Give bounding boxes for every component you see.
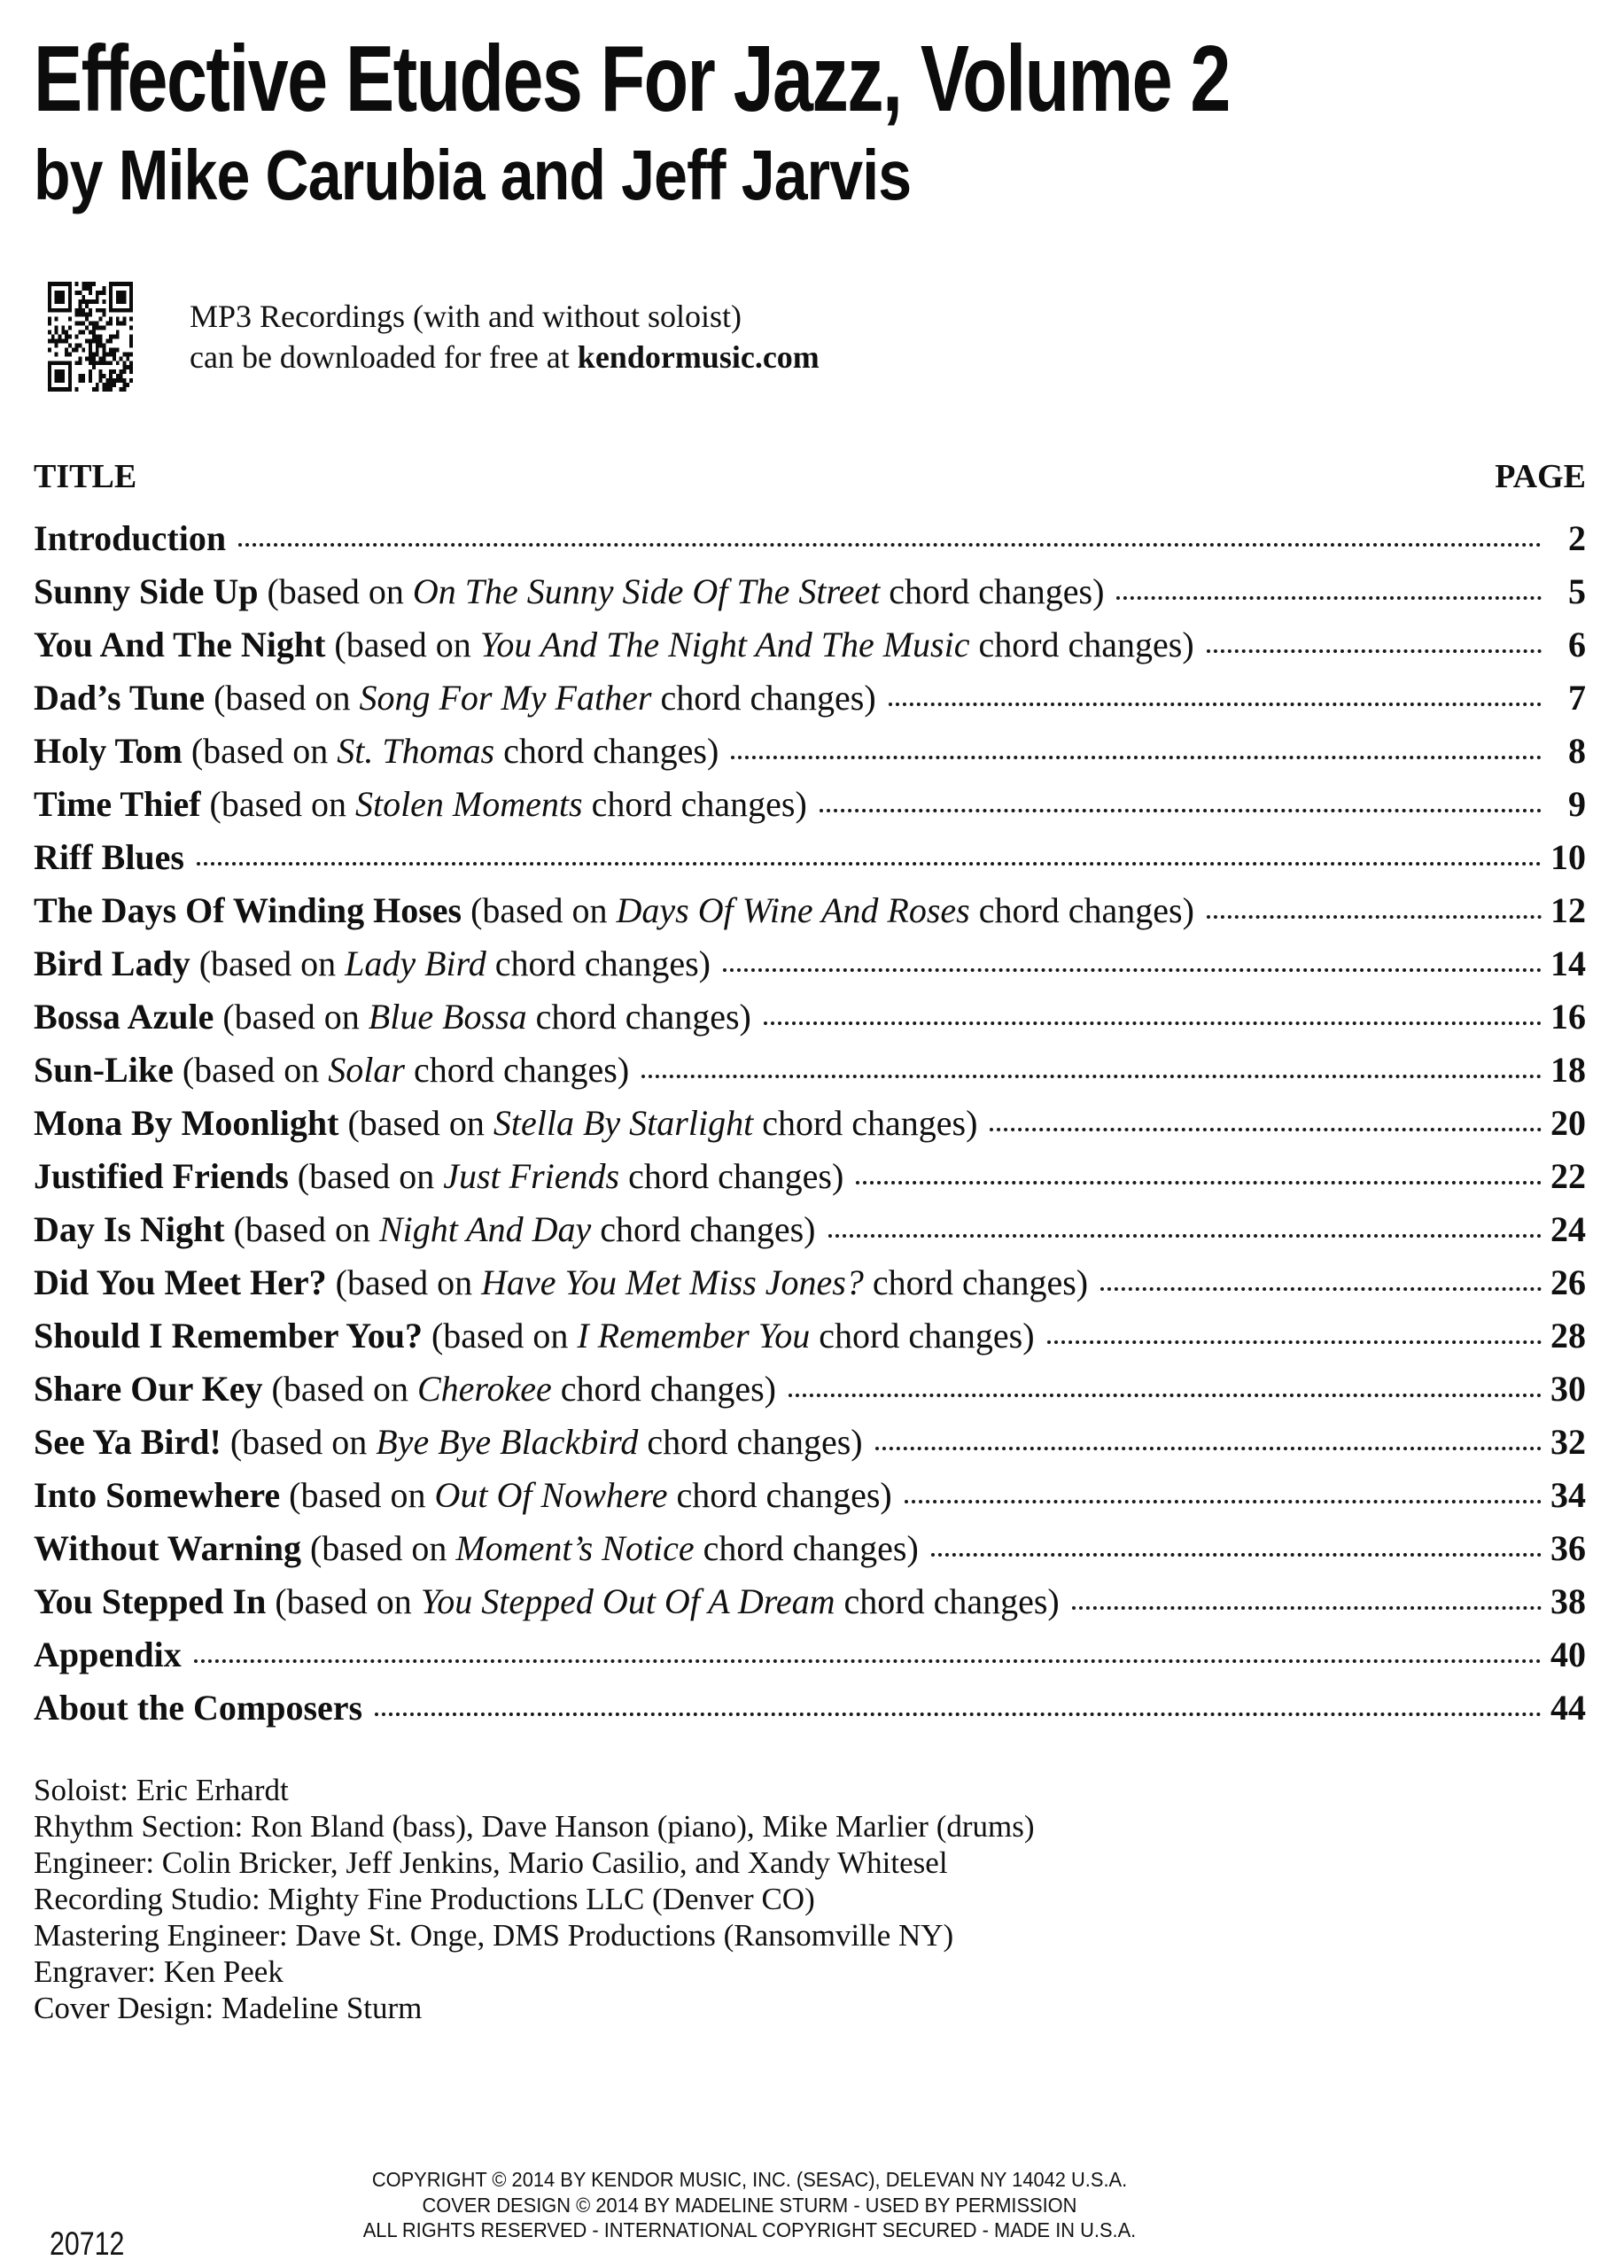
toc-row [34,1317,1586,1355]
toc-entry [34,1210,816,1249]
toc-entry-title: Riff Blues [34,837,184,877]
toc-entry-detail-suffix: chord changes) [651,678,876,718]
download-line2: can be downloaded for free at kendormusic.com [190,339,820,375]
credit-line: Recording Studio: Mighty Fine Productions LLC (Denver CO) [34,1882,815,1916]
toc-entry [34,891,1194,930]
toc-entry [34,572,1104,611]
toc-entry [34,1689,362,1728]
toc-entry-detail-prefix: (based on [422,1316,578,1355]
toc-page-number: 24 [1550,1209,1586,1249]
toc-entry [34,1370,776,1409]
toc-row [34,1689,1586,1728]
toc-page-number: 38 [1550,1581,1586,1621]
toc-row [34,891,1586,930]
toc-entry-detail-prefix: (based on [288,1156,444,1196]
toc-list [34,519,1586,1728]
dotted-leader [889,703,1542,706]
toc-row [34,519,1586,558]
download-site: kendormusic.com [577,339,820,375]
toc-entry-title: The Days Of Winding Hoses [34,890,462,930]
toc-entry-detail-prefix: (based on [258,571,413,611]
toc-page-number: 20 [1550,1103,1586,1143]
toc-entry-detail-suffix: chord changes) [863,1262,1089,1302]
toc-entry-detail-suffix: chord changes) [753,1103,978,1143]
dotted-leader [828,1234,1542,1238]
toc-entry-detail-suffix: chord changes) [880,571,1105,611]
toc-entry-tune: Solar [328,1050,405,1090]
toc-entry-detail-prefix: (based on [325,625,480,664]
toc-entry-tune: I Remember You [577,1316,811,1355]
toc-entry [34,1157,843,1196]
toc-entry [34,1104,977,1143]
toc-row [34,838,1586,877]
toc-page-number: 44 [1550,1688,1586,1728]
toc-entry-tune: Bye Bye Blackbird [376,1422,639,1462]
toc-entry [34,1582,1060,1621]
toc-entry-detail-prefix: (based on [280,1475,435,1515]
toc-row [34,1157,1586,1196]
dotted-leader [731,756,1542,759]
toc-page-number: 30 [1550,1369,1586,1409]
credit-line: Soloist: Eric Erhardt [34,1773,289,1807]
toc-entry-detail-prefix: (based on [173,1050,329,1090]
copyright-line: ALL RIGHTS RESERVED - INTERNATIONAL COPYRIGHT SECURED - MADE IN U.S.A. [362,2218,1137,2241]
toc-row [34,1423,1586,1462]
toc-entry-detail-prefix: (based on [262,1369,417,1409]
toc-row [34,1104,1586,1143]
dotted-leader [875,1447,1542,1450]
toc-entry-title: Sun-Like [34,1050,174,1090]
toc-entry-title: Introduction [34,518,227,558]
toc-entry-tune: St. Thomas [337,731,495,771]
toc-page-number: 34 [1550,1475,1586,1515]
toc-entry-detail-prefix: (based on [221,1422,377,1462]
toc-entry-tune: Out Of Nowhere [434,1475,668,1515]
toc-col-title: TITLE [34,458,137,495]
toc-page-number: 10 [1550,837,1586,877]
toc-entry-title: Dad’s Tune [34,678,206,718]
toc-row [34,572,1586,611]
toc-page-number: 5 [1568,571,1586,611]
toc-page-number: 26 [1550,1262,1586,1302]
toc-entry-tune: Stella By Starlight [493,1103,754,1143]
toc-entry-title: Mona By Moonlight [34,1103,339,1143]
toc-page-number: 2 [1568,518,1586,558]
dotted-leader [1207,915,1542,919]
toc-entry [34,1476,892,1515]
toc-entry-detail-suffix: chord changes) [591,1209,816,1249]
toc-entry-detail-suffix: chord changes) [969,625,1194,664]
toc-entry-tune: Night And Day [379,1209,592,1249]
toc-entry-title: Into Somewhere [34,1475,281,1515]
dotted-leader [1072,1606,1542,1610]
download-text [190,296,820,377]
qr-code-icon [48,282,133,392]
toc-entry-detail-suffix: chord changes) [835,1581,1060,1621]
toc-entry-tune: Just Friends [443,1156,620,1196]
dotted-leader [641,1075,1542,1078]
toc-entry [34,1635,182,1674]
toc-entry [34,1051,629,1090]
download-note [34,282,1586,392]
toc-entry-tune: Lady Bird [345,944,486,983]
dotted-leader [856,1181,1542,1184]
toc-row [34,1635,1586,1674]
toc-row [34,1529,1586,1568]
catalog-number: 20712 [50,2225,125,2262]
toc-entry-title: Time Thief [34,784,201,824]
toc-entry-detail-prefix: (based on [182,731,338,771]
toc-entry-title: See Ya Bird! [34,1422,221,1462]
toc-entry-title: Without Warning [34,1528,301,1568]
credit-line: Engineer: Colin Bricker, Jeff Jenkins, Mario Casilio, and Xandy Whitesel [34,1845,948,1880]
toc-entry-title: Sunny Side Up [34,571,259,611]
dotted-leader [197,862,1542,866]
credit-line: Cover Design: Madeline Sturm [34,1991,423,2025]
toc-entry-detail-prefix: (based on [190,944,346,983]
toc-entry-tune: Blue Bossa [368,997,527,1037]
toc-entry-tune: Cherokee [416,1369,552,1409]
toc-row [34,1582,1586,1621]
toc-entry-detail-suffix: chord changes) [969,890,1194,930]
toc-entry-detail-suffix: chord changes) [526,997,751,1037]
toc-entry-detail-prefix: (based on [338,1103,493,1143]
toc-row [34,1210,1586,1249]
toc-page-number: 22 [1550,1156,1586,1196]
toc-entry-title: Should I Remember You? [34,1316,423,1355]
credit-line: Mastering Engineer: Dave St. Onge, DMS Productions (Ransomville NY) [34,1918,954,1953]
toc-page-number: 14 [1550,944,1586,983]
toc-page-number: 12 [1550,890,1586,930]
toc-row [34,679,1586,718]
dotted-leader [820,809,1542,812]
dotted-leader [723,968,1542,972]
toc-page-number: 28 [1550,1316,1586,1355]
toc-entry-tune: Have You Met Miss Jones? [481,1262,864,1302]
dotted-leader [375,1713,1542,1716]
toc-row [34,1051,1586,1090]
toc-row [34,1263,1586,1302]
toc-row [34,785,1586,824]
toc-page-number: 16 [1550,997,1586,1037]
toc-page-number: 7 [1568,678,1586,718]
toc-entry-detail-suffix: chord changes) [551,1369,776,1409]
toc-entry-detail-prefix: (based on [266,1581,421,1621]
toc-entry [34,625,1194,664]
copyright-line: COPYRIGHT © 2014 BY KENDOR MUSIC, INC. (SESAC), DELEVAN NY 14042 U.S.A. [371,2168,1128,2191]
toc-page-number: 6 [1568,625,1586,664]
toc-entry-title: Did You Meet Her? [34,1262,327,1302]
toc-entry-detail-suffix: chord changes) [667,1475,892,1515]
toc-entry-detail-prefix: (based on [205,678,360,718]
dotted-leader [1100,1287,1542,1291]
toc-entry [34,785,807,824]
dotted-leader [1047,1340,1542,1344]
toc-page-number: 8 [1568,731,1586,771]
toc-header [34,459,1586,494]
toc-row [34,1370,1586,1409]
toc-row [34,944,1586,983]
toc-row [34,732,1586,771]
toc-entry-detail-suffix: chord changes) [404,1050,630,1090]
toc-entry-tune: Song For My Father [359,678,652,718]
toc-entry-detail-prefix: (based on [200,784,355,824]
toc-entry-detail-suffix: chord changes) [694,1528,919,1568]
toc-entry-title: About the Composers [34,1688,363,1728]
toc-entry-tune: You Stepped Out Of A Dream [420,1581,835,1621]
toc-col-page: PAGE [1495,458,1586,495]
toc-entry-title: Share Our Key [34,1369,263,1409]
toc-entry-detail-suffix: chord changes) [619,1156,844,1196]
toc-entry-title: Appendix [34,1635,182,1674]
toc-row [34,625,1586,664]
toc-entry-title: Holy Tom [34,731,183,771]
download-line1: MP3 Recordings (with and without soloist) [190,299,742,334]
toc-entry [34,838,184,877]
dotted-leader [1116,596,1542,600]
page-title: Effective Etudes For Jazz, Volume 2 [34,27,1230,131]
toc-entry-tune: Stolen Moments [354,784,583,824]
dotted-leader [789,1394,1542,1397]
credit-line: Rhythm Section: Ron Bland (bass), Dave Hanson (piano), Mike Marlier (drums) [34,1809,1035,1844]
toc-entry-tune: On The Sunny Side Of The Street [412,571,881,611]
credits-block [34,1772,1586,2026]
copyright-line: COVER DESIGN © 2014 BY MADELINE STURM - USED BY PERMISSION [422,2193,1077,2217]
dotted-leader [194,1659,1542,1663]
toc-entry-title: Justified Friends [34,1156,289,1196]
toc-page-number: 18 [1550,1050,1586,1090]
toc-page-number: 32 [1550,1422,1586,1462]
toc-entry-detail-suffix: chord changes) [494,731,719,771]
toc-entry-detail-suffix: chord changes) [582,784,807,824]
toc-entry [34,1423,863,1462]
toc-entry-detail-prefix: (based on [326,1262,482,1302]
toc-entry-title: You Stepped In [34,1581,267,1621]
toc-entry-detail-prefix: (based on [224,1209,379,1249]
toc-entry [34,1529,919,1568]
dotted-leader [990,1128,1542,1131]
toc-page-number: 36 [1550,1528,1586,1568]
toc-entry-title: Day Is Night [34,1209,225,1249]
toc-page-number: 9 [1568,784,1586,824]
credit-line: Engraver: Ken Peek [34,1954,284,1989]
toc-entry-detail-prefix: (based on [300,1528,456,1568]
toc-entry-detail-suffix: chord changes) [486,944,711,983]
copyright-footer [37,2167,1461,2243]
page-subtitle: by Mike Carubia and Jeff Jarvis [34,136,912,214]
toc-entry [34,732,719,771]
dotted-leader [931,1553,1542,1557]
toc-entry [34,519,226,558]
toc-entry-detail-suffix: chord changes) [810,1316,1035,1355]
toc-entry-title: Bossa Azule [34,997,214,1037]
toc-entry [34,1263,1088,1302]
toc-entry-tune: You And The Night And The Music [479,625,970,664]
toc-row [34,998,1586,1037]
dotted-leader [1207,649,1542,653]
dotted-leader [238,543,1542,547]
toc-page-number: 40 [1550,1635,1586,1674]
toc-entry [34,1317,1035,1355]
toc-entry [34,998,751,1037]
toc-entry-tune: Moment’s Notice [455,1528,695,1568]
toc-entry-detail-suffix: chord changes) [638,1422,863,1462]
toc-entry-tune: Days Of Wine And Roses [616,890,970,930]
toc-entry-title: Bird Lady [34,944,190,983]
toc-row [34,1476,1586,1515]
dotted-leader [764,1021,1542,1025]
toc-entry [34,944,711,983]
toc-entry-detail-prefix: (based on [214,997,369,1037]
toc-entry [34,679,876,718]
toc-entry-title: You And The Night [34,625,326,664]
dotted-leader [905,1500,1542,1503]
toc-entry-detail-prefix: (based on [462,890,617,930]
